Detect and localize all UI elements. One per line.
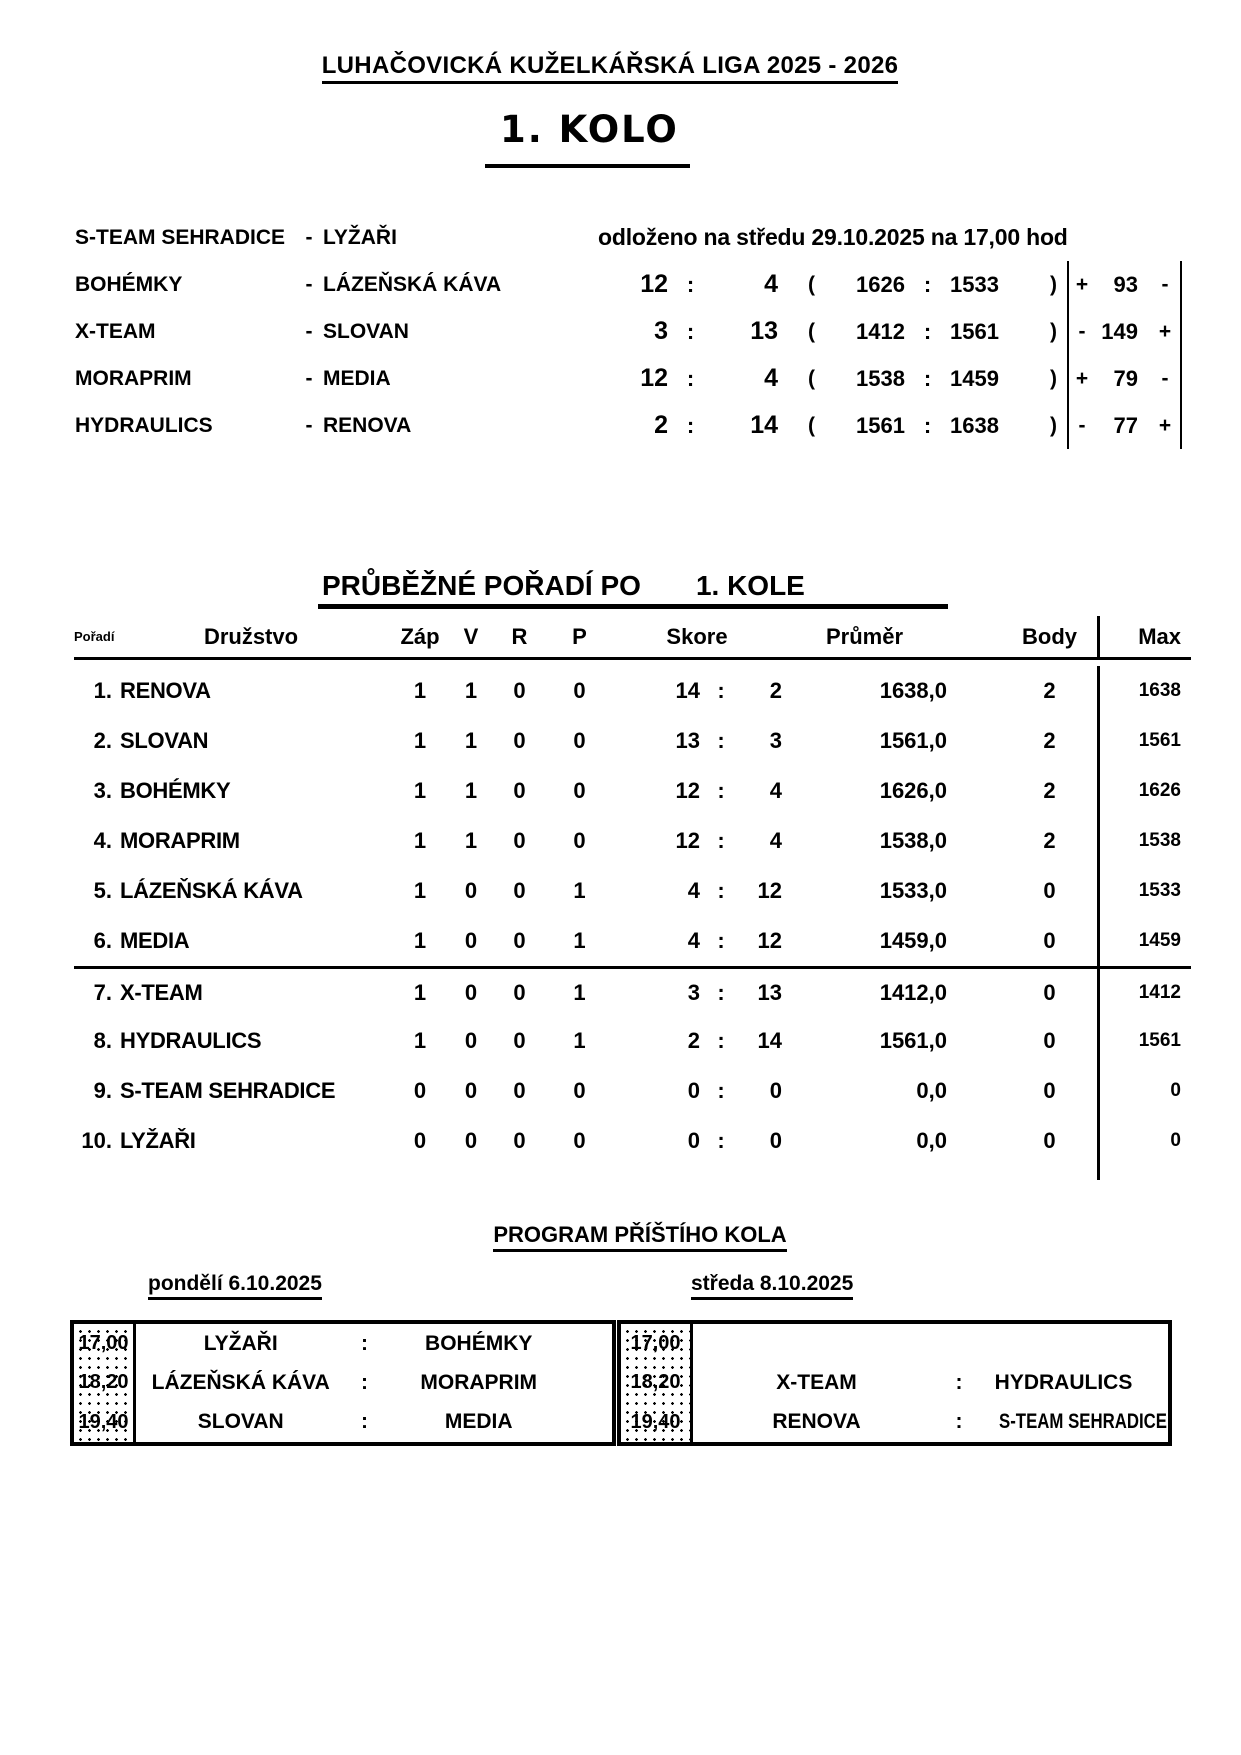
program-date-monday <box>148 1272 322 1296</box>
header-team: Družstvo <box>203 623 299 649</box>
vs-dash: - <box>305 413 313 437</box>
standings-row <box>74 666 1191 716</box>
home-team: X-TEAM <box>776 1370 857 1394</box>
standings-title-text: PRŮBĚŽNÉ POŘADÍ PO <box>322 570 641 601</box>
team-name: BOHÉMKY <box>120 778 231 803</box>
score-against: 2 <box>769 678 782 703</box>
standings-line-extension <box>74 1166 1191 1180</box>
team-name: MORAPRIM <box>120 828 240 853</box>
home-team: X-TEAM <box>75 319 156 343</box>
diff-sign-right: + <box>1158 413 1172 437</box>
pins-home: 1538 <box>856 365 905 391</box>
wins: 0 <box>464 1028 478 1053</box>
header-games: Záp <box>400 623 440 649</box>
score-for: 12 <box>675 828 700 853</box>
pins-away: 1459 <box>950 365 999 391</box>
draws: 0 <box>513 678 526 703</box>
header-average: Průměr <box>825 623 904 649</box>
pins-home: 1626 <box>856 271 905 297</box>
away-team: LÁZEŇSKÁ KÁVA <box>323 272 502 296</box>
games: 1 <box>413 979 427 1005</box>
games: 1 <box>413 878 427 903</box>
score-against: 12 <box>757 928 782 953</box>
home-team: S-TEAM SEHRADICE <box>75 225 286 249</box>
games: 1 <box>413 928 427 953</box>
pins-away: 1533 <box>950 271 999 297</box>
score-colon: : <box>717 928 725 953</box>
average: 0,0 <box>916 1128 947 1153</box>
score-against: 0 <box>769 1078 782 1103</box>
max-column-line <box>1097 1166 1191 1180</box>
vs-dash: - <box>305 225 313 249</box>
program-date-wednesday-text: středa 8.10.2025 <box>691 1272 853 1300</box>
team-name: LÁZEŇSKÁ KÁVA <box>120 878 303 903</box>
schedule-row <box>693 1403 1168 1442</box>
schedule-row <box>693 1363 1168 1402</box>
pins-colon: : <box>923 318 932 344</box>
header-draws: R <box>511 623 528 649</box>
header-wins: V <box>463 623 479 649</box>
pin-diff-cell <box>1067 308 1182 355</box>
points: 2 <box>1043 778 1056 803</box>
home-team: LÁZEŇSKÁ KÁVA <box>151 1370 330 1394</box>
score-colon: : <box>686 318 695 344</box>
score-away: 14 <box>750 411 778 439</box>
standings-row <box>74 1116 1191 1166</box>
points: 2 <box>1043 828 1056 853</box>
max: 1533 <box>1097 866 1191 916</box>
away-team: LYŽAŘI <box>323 225 397 249</box>
average: 1561,0 <box>879 728 947 753</box>
points: 0 <box>1043 979 1056 1005</box>
diff-value: 77 <box>1113 412 1138 438</box>
score-for: 12 <box>675 778 700 803</box>
away-team: SLOVAN <box>323 319 409 343</box>
points: 0 <box>1043 1078 1056 1103</box>
home-team: RENOVA <box>772 1410 861 1434</box>
draws: 0 <box>513 1128 526 1153</box>
schedule-table-monday <box>70 1320 616 1446</box>
standings-row <box>74 766 1191 816</box>
away-team: HYDRAULICS <box>994 1370 1133 1394</box>
standings-row <box>74 1016 1191 1066</box>
diff-sign-left: - <box>1078 413 1086 437</box>
diff-sign-left: + <box>1075 366 1089 390</box>
rank: 3. <box>93 778 112 803</box>
vs-dash: - <box>305 319 313 343</box>
standings-title <box>322 570 805 602</box>
max: 0 <box>1097 1066 1191 1116</box>
score-against: 3 <box>769 728 782 753</box>
vs-colon: : <box>360 1331 368 1355</box>
match-row <box>75 355 1182 402</box>
team-name: X-TEAM <box>120 979 203 1005</box>
league-title <box>0 52 1220 80</box>
wins: 0 <box>464 979 478 1005</box>
score-against: 12 <box>757 878 782 903</box>
program-title-text: PROGRAM PŘÍŠTÍHO KOLA <box>493 1222 786 1252</box>
header-points: Body <box>1022 623 1077 649</box>
score-for: 14 <box>675 678 700 703</box>
match-row <box>75 402 1182 449</box>
score-for: 13 <box>675 728 700 753</box>
games: 1 <box>413 828 427 853</box>
score-against: 0 <box>769 1128 782 1153</box>
standings-header-row <box>74 616 1191 660</box>
home-team: BOHÉMKY <box>75 272 183 296</box>
rank: 4. <box>93 828 112 853</box>
team-name: HYDRAULICS <box>120 1028 262 1053</box>
vs-colon: : <box>955 1410 963 1434</box>
score-against: 4 <box>769 778 782 803</box>
score-home: 2 <box>654 411 668 439</box>
team-name: LYŽAŘI <box>120 1128 196 1153</box>
rank: 6. <box>93 928 112 953</box>
average: 1638,0 <box>879 678 947 703</box>
pins-home: 1561 <box>856 412 905 438</box>
score-for: 0 <box>687 1078 700 1103</box>
max: 1561 <box>1097 1016 1191 1066</box>
score-colon: : <box>717 1128 725 1153</box>
score-colon: : <box>717 728 725 753</box>
score-home: 3 <box>654 317 668 345</box>
standings-row <box>74 716 1191 766</box>
max: 1561 <box>1097 716 1191 766</box>
pin-diff-cell <box>1067 402 1182 449</box>
match-time: 18,20 <box>78 1371 129 1394</box>
program-title <box>0 1222 1241 1248</box>
pin-diff-cell <box>1067 355 1182 402</box>
match-time: 17,00 <box>78 1332 129 1355</box>
round-title-underline <box>485 164 690 168</box>
schedule-rows <box>693 1324 1168 1442</box>
draws: 0 <box>513 1078 526 1103</box>
home-team: HYDRAULICS <box>75 413 213 437</box>
schedule-row <box>693 1324 1168 1363</box>
games: 0 <box>413 1128 427 1153</box>
wins: 1 <box>464 728 478 753</box>
diff-sign-right: - <box>1161 272 1169 296</box>
standings-row <box>74 916 1191 966</box>
pins-home: 1412 <box>856 318 905 344</box>
team-name: S-TEAM SEHRADICE <box>120 1078 336 1103</box>
schedule-row <box>136 1363 612 1402</box>
score-for: 4 <box>687 878 700 903</box>
losses: 1 <box>573 1028 586 1053</box>
wins: 0 <box>464 1078 478 1103</box>
score-home: 12 <box>640 364 668 392</box>
diff-sign-right: + <box>1158 319 1172 343</box>
score-colon: : <box>717 828 725 853</box>
pins-away: 1638 <box>950 412 999 438</box>
diff-sign-left: - <box>1078 319 1086 343</box>
score-against: 13 <box>757 979 782 1005</box>
rank: 2. <box>93 728 112 753</box>
wins: 1 <box>464 778 478 803</box>
score-colon: : <box>686 365 695 391</box>
score-away: 13 <box>750 317 778 345</box>
draws: 0 <box>513 728 526 753</box>
losses: 0 <box>573 728 586 753</box>
away-team: MEDIA <box>323 366 391 390</box>
standings-row <box>74 1066 1191 1116</box>
team-name: SLOVAN <box>120 728 209 753</box>
rank: 7. <box>93 979 112 1005</box>
pins-colon: : <box>923 271 932 297</box>
score-colon: : <box>717 778 725 803</box>
games: 1 <box>413 1028 427 1053</box>
draws: 0 <box>513 979 526 1005</box>
match-time: 19,40 <box>630 1410 681 1433</box>
pins-colon: : <box>923 412 932 438</box>
paren-close: ) <box>1050 366 1057 390</box>
max: 1626 <box>1097 766 1191 816</box>
average: 1459,0 <box>879 928 947 953</box>
games: 1 <box>413 678 427 703</box>
vs-colon: : <box>955 1370 963 1394</box>
standings-title-underline <box>318 604 948 609</box>
program-date-wednesday <box>691 1272 853 1296</box>
schedule-row <box>136 1403 612 1442</box>
score-colon: : <box>686 271 695 297</box>
program-date-monday-text: pondělí 6.10.2025 <box>148 1272 322 1300</box>
vs-dash: - <box>305 366 313 390</box>
away-team: BOHÉMKY <box>425 1331 533 1355</box>
score-colon: : <box>717 1028 725 1053</box>
home-team: MORAPRIM <box>75 366 192 390</box>
average: 1538,0 <box>879 828 947 853</box>
score-for: 3 <box>687 979 700 1005</box>
standings-title-round: 1. KOLE <box>695 570 805 601</box>
losses: 0 <box>573 1078 586 1103</box>
header-max: Max <box>1097 616 1191 657</box>
wins: 0 <box>464 928 478 953</box>
draws: 0 <box>513 828 526 853</box>
rank: 10. <box>81 1128 112 1153</box>
rank: 1. <box>93 678 112 703</box>
average: 1561,0 <box>879 1028 947 1053</box>
match-results <box>75 214 1182 449</box>
team-name: RENOVA <box>120 678 211 703</box>
max: 1412 <box>1097 969 1191 1016</box>
score-away: 4 <box>764 364 778 392</box>
paren-open: ( <box>808 272 815 296</box>
diff-sign-left: + <box>1075 272 1089 296</box>
match-row <box>75 214 1182 261</box>
losses: 1 <box>573 878 586 903</box>
score-for: 4 <box>687 928 700 953</box>
schedule-table-wednesday <box>617 1320 1172 1446</box>
losses: 0 <box>573 678 586 703</box>
points: 0 <box>1043 1128 1056 1153</box>
rank: 9. <box>93 1078 112 1103</box>
away-team: MORAPRIM <box>420 1370 538 1394</box>
losses: 1 <box>573 979 586 1005</box>
diff-value: 79 <box>1113 365 1138 391</box>
score-against: 14 <box>757 1028 782 1053</box>
paren-close: ) <box>1050 319 1057 343</box>
schedule-rows <box>136 1324 612 1442</box>
max: 1538 <box>1097 816 1191 866</box>
standings-row <box>74 966 1191 1016</box>
vs-colon: : <box>360 1410 368 1434</box>
average: 1626,0 <box>879 778 947 803</box>
away-team: MEDIA <box>444 1410 513 1434</box>
away-team: RENOVA <box>323 413 412 437</box>
losses: 0 <box>573 828 586 853</box>
standings-row <box>74 866 1191 916</box>
header-rank: Pořadí <box>74 629 115 644</box>
max: 1638 <box>1097 666 1191 716</box>
home-team: LYŽAŘI <box>203 1331 278 1355</box>
away-team: S-TEAM SEHRADICE <box>999 1410 1168 1434</box>
schedule-row <box>136 1324 612 1363</box>
diff-sign-right: - <box>1161 366 1169 390</box>
average: 1412,0 <box>879 979 947 1005</box>
home-team: SLOVAN <box>197 1410 284 1434</box>
match-row <box>75 261 1182 308</box>
draws: 0 <box>513 1028 526 1053</box>
wins: 0 <box>464 878 478 903</box>
match-row <box>75 308 1182 355</box>
score-away: 4 <box>764 270 778 298</box>
standings-table <box>74 616 1191 1180</box>
vs-colon: : <box>360 1370 368 1394</box>
rank: 8. <box>93 1028 112 1053</box>
paren-open: ( <box>808 366 815 390</box>
league-title-text: LUHAČOVICKÁ KUŽELKÁŘSKÁ LIGA 2025 - 2026 <box>322 52 899 84</box>
points: 0 <box>1043 928 1056 953</box>
average: 1533,0 <box>879 878 947 903</box>
points: 2 <box>1043 728 1056 753</box>
postponed-note: odloženo na středu 29.10.2025 na 17,00 hod <box>598 224 1068 250</box>
pins-colon: : <box>923 365 932 391</box>
max: 1459 <box>1097 916 1191 966</box>
header-losses: P <box>572 623 587 649</box>
max: 0 <box>1097 1116 1191 1166</box>
score-for: 2 <box>687 1028 700 1053</box>
round-title: 1. KOLO <box>500 108 679 151</box>
paren-close: ) <box>1050 272 1057 296</box>
wins: 0 <box>464 1128 478 1153</box>
draws: 0 <box>513 878 526 903</box>
score-colon: : <box>717 678 725 703</box>
match-time: 19,40 <box>78 1410 129 1433</box>
team-name: MEDIA <box>120 928 190 953</box>
paren-close: ) <box>1050 413 1057 437</box>
score-colon: : <box>686 412 695 438</box>
time-column <box>74 1324 136 1442</box>
games: 1 <box>413 778 427 803</box>
games: 0 <box>413 1078 427 1103</box>
score-home: 12 <box>640 270 668 298</box>
wins: 1 <box>464 678 478 703</box>
pin-diff-cell <box>1067 261 1182 308</box>
score-colon: : <box>717 878 725 903</box>
points: 0 <box>1043 878 1056 903</box>
score-for: 0 <box>687 1128 700 1153</box>
score-colon: : <box>717 1078 725 1103</box>
time-column <box>621 1324 693 1442</box>
match-time: 18,20 <box>630 1371 681 1394</box>
wins: 1 <box>464 828 478 853</box>
score-colon: : <box>717 979 725 1005</box>
standings-row <box>74 816 1191 866</box>
losses: 0 <box>573 1128 586 1153</box>
losses: 0 <box>573 778 586 803</box>
draws: 0 <box>513 928 526 953</box>
diff-value: 93 <box>1113 271 1138 297</box>
points: 2 <box>1043 678 1056 703</box>
header-score: Skore <box>666 623 728 649</box>
vs-dash: - <box>305 272 313 296</box>
match-time: 17,00 <box>630 1332 681 1355</box>
pins-away: 1561 <box>950 318 999 344</box>
games: 1 <box>413 728 427 753</box>
paren-open: ( <box>808 319 815 343</box>
rank: 5. <box>93 878 112 903</box>
score-against: 4 <box>769 828 782 853</box>
diff-value: 149 <box>1101 318 1138 344</box>
losses: 1 <box>573 928 586 953</box>
average: 0,0 <box>916 1078 947 1103</box>
paren-open: ( <box>808 413 815 437</box>
points: 0 <box>1043 1028 1056 1053</box>
draws: 0 <box>513 778 526 803</box>
